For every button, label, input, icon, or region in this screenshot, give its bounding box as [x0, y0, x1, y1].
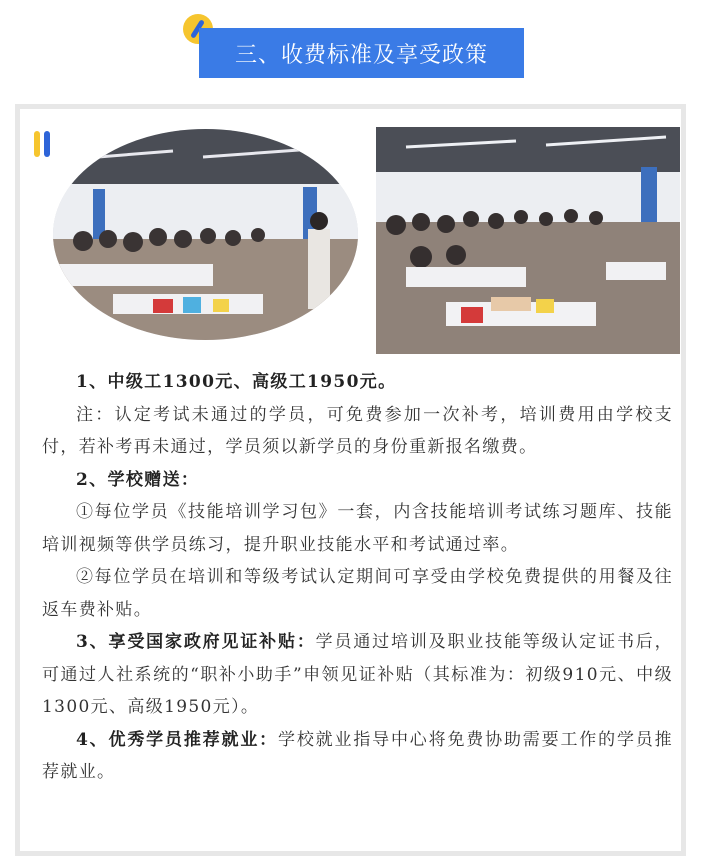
fee-paragraph [42, 366, 673, 399]
subsidy-paragraph [42, 626, 673, 724]
classroom-photo-rect [376, 127, 680, 354]
content-panel [15, 104, 686, 856]
gift-heading: 2、学校赠送： [76, 469, 200, 490]
subsidy-text: 学员通过培训及职业技能等级认定证书后，可通过人社系统的“职补小助手”申领见证补贴（其标准为：初级910元、中级1300元、高级1950元）。 [42, 632, 673, 717]
section-header [0, 0, 701, 95]
gift-item-2: ②每位学员在培训和等级考试认定期间可享受由学校免费提供的用餐及往返车费补贴。 [42, 567, 673, 620]
fee-heading: 1、中级工1300元、高级工1950元。 [76, 372, 397, 392]
employment-text: 学校就业指导中心将免费协助需要工作的学员推荐就业。 [42, 729, 673, 782]
gift-paragraph [42, 464, 673, 497]
employment-heading: 4、优秀学员推荐就业： [76, 729, 278, 750]
policy-text [42, 366, 673, 789]
classroom-scene-image [376, 127, 680, 354]
classroom-scene-image [53, 129, 358, 340]
employment-paragraph [42, 724, 673, 789]
gift-item-1: ①每位学员《技能培训学习包》一套，内含技能培训考试练习题库、技能培训视频等供学员练习，提升职业技能水平和考试通过率。 [42, 502, 673, 555]
yellow-bar [34, 131, 40, 157]
subsidy-heading: 3、享受国家政府见证补贴： [76, 632, 316, 652]
note-paragraph: 注：认定考试未通过的学员，可免费参加一次补考，培训费用由学校支付，若补考再未通过，学员须以新学员的身份重新报名缴费。 [42, 404, 673, 457]
section-title: 三、收费标准及享受政策 [199, 28, 524, 78]
decorative-bars-icon [34, 131, 54, 159]
blue-bar [44, 131, 50, 157]
classroom-photo-oval [53, 129, 358, 340]
